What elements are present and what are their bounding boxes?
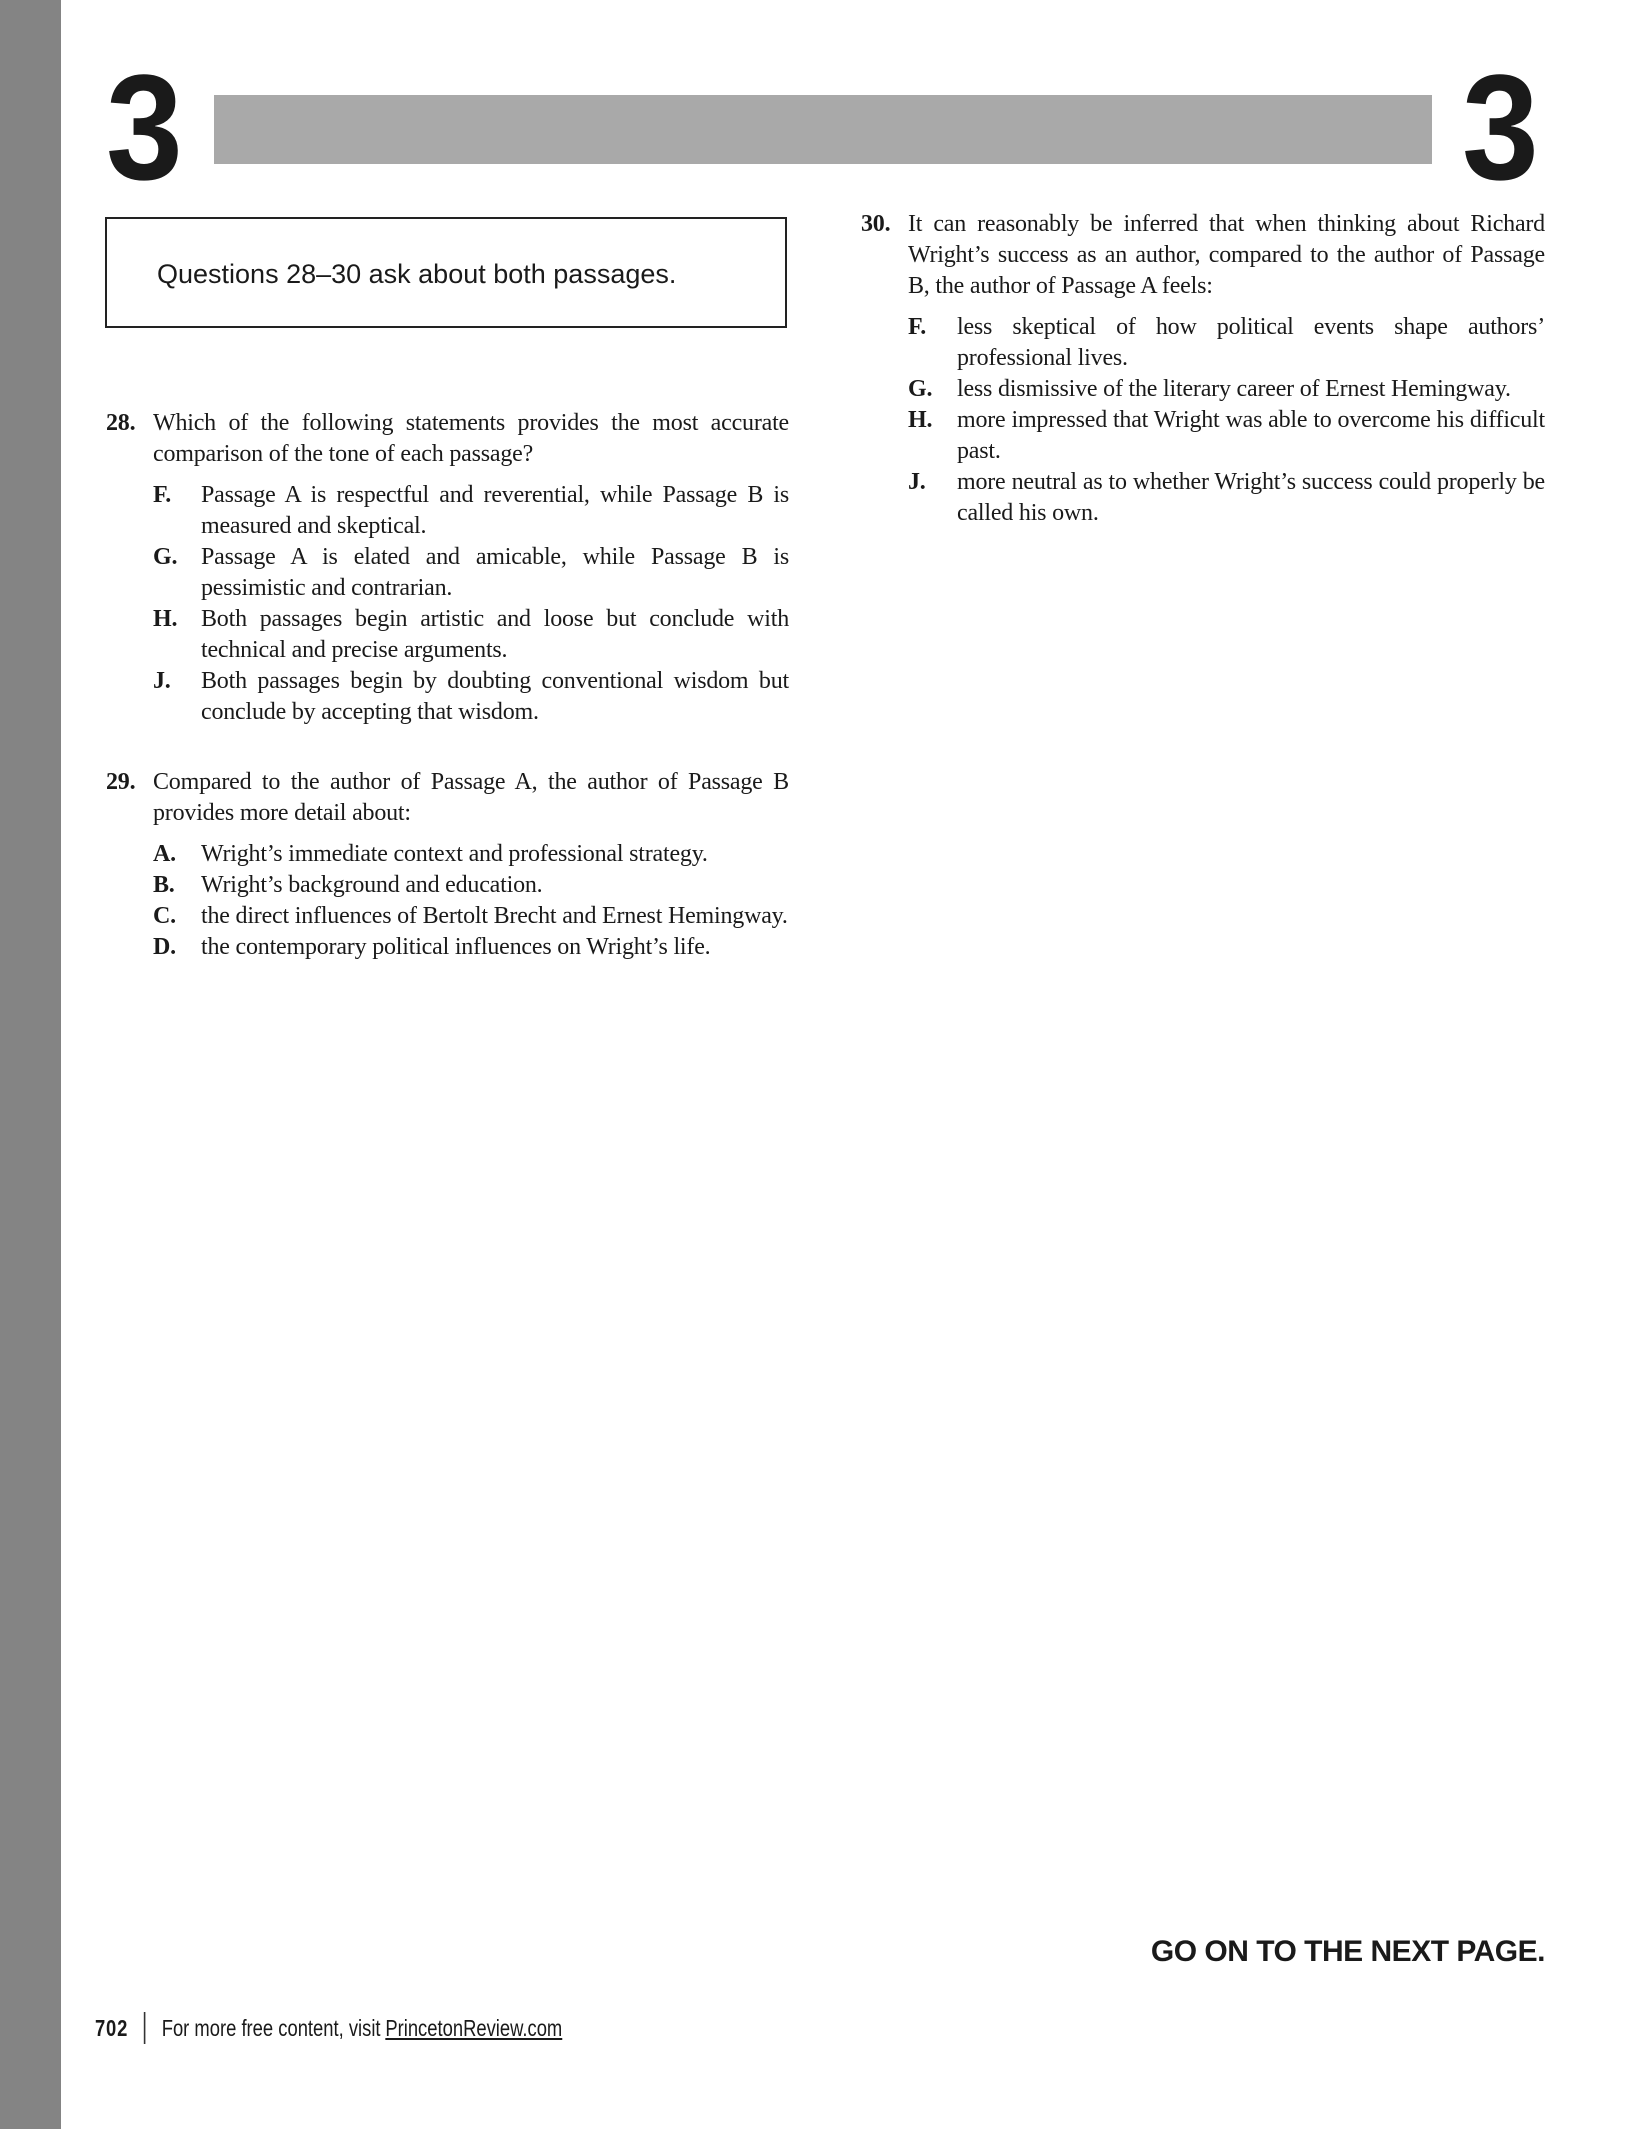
- option-letter: F.: [153, 482, 172, 508]
- option-letter: A.: [153, 841, 176, 867]
- option-letter: H.: [153, 606, 178, 632]
- option-letter: D.: [153, 934, 176, 960]
- option-letter: H.: [908, 407, 933, 433]
- question-stem: Which of the following statements provides the most accurate comparison of the tone of each passage?: [153, 410, 789, 467]
- option-letter: C.: [153, 903, 176, 929]
- answer-option-j[interactable]: [153, 666, 789, 728]
- option-text: the direct influences of Bertolt Brecht and Ernest Hemingway.: [201, 903, 788, 929]
- option-text: Wright’s background and education.: [201, 872, 543, 898]
- option-letter: G.: [908, 376, 933, 402]
- answer-option-f[interactable]: [153, 480, 789, 542]
- question-29: [106, 767, 789, 963]
- footer-text: For more free content, visit: [161, 2015, 381, 2041]
- answer-option-a[interactable]: [153, 839, 789, 870]
- option-text: the contemporary political influences on Wright’s life.: [201, 934, 711, 960]
- question-number: 28.: [106, 410, 136, 436]
- header-bar: [214, 95, 1432, 164]
- page-footer: [95, 2012, 562, 2044]
- page-number: 702: [95, 2015, 129, 2041]
- option-letter: F.: [908, 314, 927, 340]
- option-text: Both passages begin artistic and loose but conclude with technical and precise arguments.: [201, 606, 789, 663]
- answer-option-b[interactable]: [153, 870, 789, 901]
- answer-option-d[interactable]: [153, 932, 789, 963]
- question-28: [106, 408, 789, 728]
- page-edge-bar: [0, 0, 61, 2129]
- answer-option-c[interactable]: [153, 901, 789, 932]
- option-text: less skeptical of how political events shape authors’ professional lives.: [957, 314, 1545, 371]
- option-text: more neutral as to whether Wright’s success could properly be called his own.: [957, 469, 1545, 526]
- question-30: [861, 209, 1545, 529]
- option-text: Passage A is respectful and reverential, while Passage B is measured and skeptical.: [201, 482, 789, 539]
- option-text: Passage A is elated and amicable, while Passage B is pessimistic and contrarian.: [201, 544, 789, 601]
- section-number-left: 3: [106, 43, 183, 211]
- answer-option-j[interactable]: [908, 467, 1545, 529]
- directions-text: Questions 28–30 ask about both passages.: [157, 259, 677, 289]
- answer-option-f[interactable]: [908, 312, 1545, 374]
- question-stem: Compared to the author of Passage A, the author of Passage B provides more detail about:: [153, 769, 789, 826]
- princeton-review-link[interactable]: PrincetonReview.com: [385, 2015, 563, 2041]
- go-on-notice: GO ON TO THE NEXT PAGE.: [1150, 1935, 1545, 1968]
- option-text: more impressed that Wright was able to overcome his difficult past.: [957, 407, 1545, 464]
- section-number-right: 3: [1462, 43, 1539, 211]
- option-letter: J.: [908, 469, 926, 495]
- option-letter: G.: [153, 544, 178, 570]
- answer-option-g[interactable]: [908, 374, 1545, 405]
- option-letter: J.: [153, 668, 171, 694]
- option-text: less dismissive of the literary career of Ernest Hemingway.: [957, 376, 1511, 402]
- option-text: Both passages begin by doubting conventional wisdom but conclude by accepting that wisdom.: [201, 668, 789, 725]
- question-stem: It can reasonably be inferred that when thinking about Richard Wright’s success as an author, compared to the author of Passage B, the author of Passage A feels:: [908, 211, 1545, 299]
- footer-divider: [144, 2012, 146, 2044]
- directions-box: [105, 217, 787, 328]
- option-letter: B.: [153, 872, 175, 898]
- question-number: 30.: [861, 211, 891, 237]
- answer-option-h[interactable]: [908, 405, 1545, 467]
- option-text: Wright’s immediate context and professional strategy.: [201, 841, 708, 867]
- answer-option-g[interactable]: [153, 542, 789, 604]
- question-number: 29.: [106, 769, 136, 795]
- answer-option-h[interactable]: [153, 604, 789, 666]
